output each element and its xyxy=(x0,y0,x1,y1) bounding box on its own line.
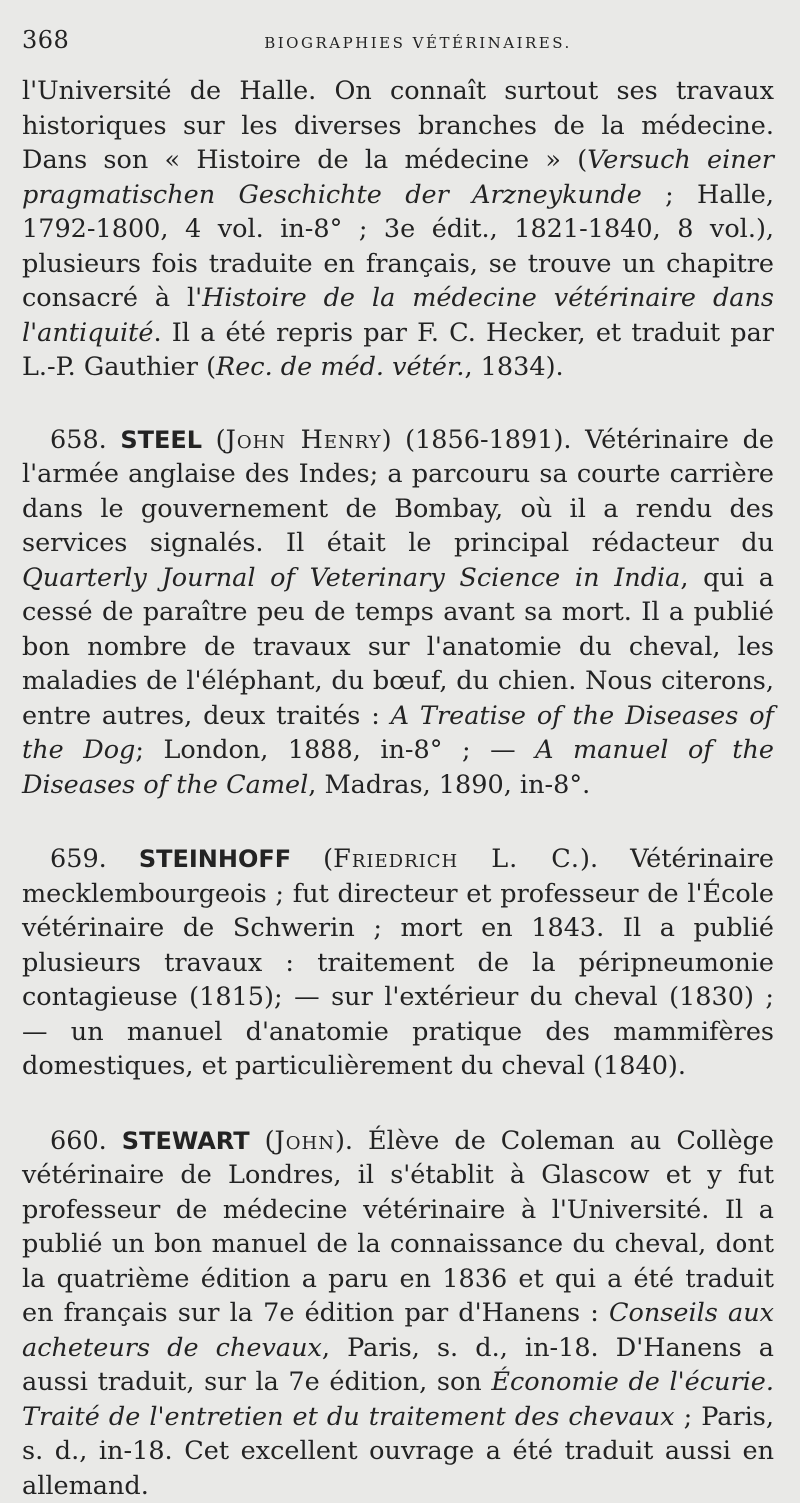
entry-name: STEEL xyxy=(120,426,202,454)
page-header xyxy=(22,26,774,56)
continuation-paragraph: l'Université de Halle. On connaît surtout ses travaux historiques sur les diverses branches de la médecine. Dans son « Histoire de la médecine » (Versuch einer pragmatischen Geschichte der Arzneykunde ; Halle, 1792-1800, 4 vol. in-8° ; 3e édit., 1821-1840, 8 vol.), plusieurs fois traduite en français, se trouve un chapitre consacré à l'Histoire de la médecine vétérinaire dans l'antiquité. Il a été repris par F. C. Hecker, et traduit par L.-P. Gauthier (Rec. de méd. vétér., 1834). xyxy=(22,74,774,385)
page-number: 368 xyxy=(22,26,69,54)
entry-number: 659. xyxy=(50,844,107,874)
entry-given-name: John xyxy=(275,1126,335,1156)
entry-name: STEINHOFF xyxy=(139,845,291,873)
entry-given-name: Friedrich L. C. xyxy=(333,844,580,874)
entry-given-name: John Henry xyxy=(226,425,382,455)
entry-name: STEWART xyxy=(122,1127,250,1155)
entry-steel: 658. STEEL (John Henry) (1856-1891). Vétérinaire de l'armée anglaise des Indes; a parcouru sa courte carrière dans le gouvernement de Bombay, où il a rendu des services signalés. Il était le principal rédacteur du Quarterly Journal of Veterinary Science in India, qui a cessé de paraître peu de temps avant sa mort. Il a publié bon nombre de travaux sur l'anatomie du cheval, les maladies de l'éléphant, du bœuf, du chien. Nous citerons, entre autres, deux traités : A Treatise of the Diseases of the Dog; London, 1888, in-8° ; — A manuel of the Diseases of the Camel, Madras, 1890, in-8°. xyxy=(22,423,774,803)
entry-steinhoff: 659. STEINHOFF (Friedrich L. C.). Vétérinaire mecklembourgeois ; fut directeur et professeur de l'École vétérinaire de Schwerin ; mort en 1843. Il a publié plusieurs travaux : traitement de la péripneumonie contagieuse (1815); — sur l'extérieur du cheval (1830) ; — un manuel d'anatomie pratique des mammifères domestiques, et particulièrement du cheval (1840). xyxy=(22,842,774,1084)
running-title: BIOGRAPHIES VÉTÉRINAIRES. xyxy=(22,34,774,52)
entry-number: 660. xyxy=(50,1126,107,1156)
page-body xyxy=(22,74,774,1503)
entry-stewart: 660. STEWART (John). Élève de Coleman au Collège vétérinaire de Londres, il s'établit à Glascow et y fut professeur de médecine vétérinaire à l'Université. Il a publié un bon manuel de la connaissance du cheval, dont la quatrième édition a paru en 1836 et qui a été traduit en français sur la 7e édition par d'Hanens : Conseils aux acheteurs de chevaux, Paris, s. d., in-18. D'Hanens a aussi traduit, sur la 7e édition, son Économie de l'écurie. Traité de l'entretien et du traitement des chevaux ; Paris, s. d., in-18. Cet excellent ouvrage a été traduit aussi en allemand. xyxy=(22,1124,774,1503)
entry-number: 658. xyxy=(50,425,107,455)
